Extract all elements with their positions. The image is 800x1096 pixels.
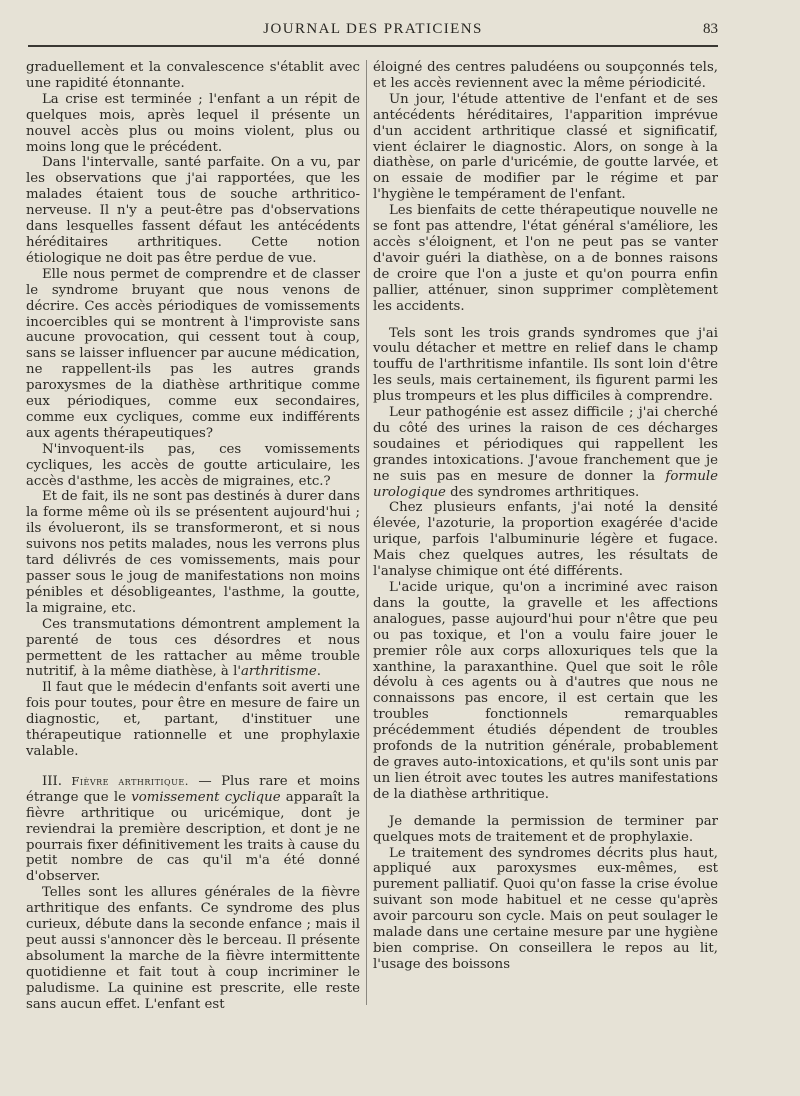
paragraph: Chez plusieurs enfants, j'ai noté la densité élevée, l'azoturie, la proportion exagérée d'acide urique, parfois l'albuminurie légère et fugace. Mais chez quelques autres, les résultats de l'analyse chimique ont été différents. [373,500,718,580]
paragraph: éloigné des centres paludéens ou soupçonnés tels, et les accès reviennent avec la même périodicité. [373,60,718,91]
paragraph-text: Leur pathogénie est assez difficile ; j'ai cherché du côté des urines la raison de ces décharges soudaines et périodiques qui rappellent les grandes intoxications. J'avoue franchement que je ne suis pas en mesure de donner la [373,405,718,484]
left-column [26,60,360,1012]
column-divider [366,60,367,1005]
paragraph: L'acide urique, qu'on a incriminé avec raison dans la goutte, la gravelle et les affections analogues, passe aujourd'hui pour n'être que peu ou pas toxique, et l'on a voulu faire jouer le premier rôle aux corps alloxuriques tels que la xanthine, la paraxanthine. Quel que soit le rôle dévolu à ces agents ou à d'autres que nous ne connaissons pas encore, il est certain que les troubles fonctionnels remarquables précédemment étudiés dépendent de troubles profonds de la nutrition générale, probablement de graves auto-intoxications, et qu'ils sont unis par un lien étroit avec toutes les autres manifestations de la diathèse arthritique. [373,580,718,802]
header-rule [28,45,718,47]
section-number: III. [41,773,62,789]
paragraph-text: Ces transmutations démontrent amplement la parenté de tous ces désordres et nous permettent de les rattacher au même trouble nutritif, à la même diathèse, à l' [26,616,360,680]
paragraph [373,405,718,500]
paragraph: Les bienfaits de cette thérapeutique nouvelle ne se font pas attendre, l'état général s'améliore, les accès s'éloignent, et l'on ne peut pas se vanter d'avoir guéri la diathèse, on a de bonnes raisons de croire que l'on a juste et qu'on pourra enfin pallier, atténuer, sinon supprimer complètement les accidents. [373,203,718,314]
paragraph: Le traitement des syndromes décrits plus haut, appliqué aux paroxysmes eux-mêmes, est purement palliatif. Quoi qu'on fasse la crise évolue suivant son mode habituel et ne cesse qu'après avoir parcouru son cycle. Mais on peut soulager le malade dans une certaine mesure par une hygiène bien comprise. On conseillera le repos au lit, l'usage des boissons [373,845,718,972]
page-number: 83 [703,21,718,37]
section-heading: Fièvre arthritique. [71,773,189,788]
italic-term: vomissement cyclique [131,789,281,805]
paragraph: Je demande la permission de terminer par quelques mots de traitement et de prophylaxie. [373,813,718,845]
paragraph: Tels sont les trois grands syndromes que j'ai voulu détacher et mettre en relief dans le champ touffu de l'arthritisme infantile. Ils sont loin d'être les seuls, mais certainement, ils figurent parmi les plus trompeurs et les plus difficiles à comprendre. [373,325,718,405]
paragraph-text: — Plus rare et moins étrange que le [26,773,360,805]
running-title: JOURNAL DES PRATICIENS [263,21,483,37]
italic-term: formule urologique [373,468,718,500]
paragraph: Elle nous permet de comprendre et de classer le syndrome bruyant que nous venons de décrire. Ces accès périodiques de vomissements incoercibles qui se montrent à l'improviste sans aucune provocation, qui cessent tout à coup, sans se laisser influencer par aucune médication, ne rappellent-ils pas les autres grands paroxysmes de la diathèse arthritique comme eux périodiques, comme eux secondaires, comme eux cycliques, comme eux indifférents aux agents thérapeutiques? [26,266,360,441]
paragraph: Il faut que le médecin d'enfants soit averti une fois pour toutes, pour être en mesure de faire un diagnostic, et, partant, d'instituer une thérapeutique rationnelle et une prophylaxie valable. [26,680,360,759]
section-paragraph [26,774,360,885]
paragraph: Et de fait, ils ne sont pas destinés à durer dans la forme même où ils se présentent aujourd'hui ; ils évolueront, ils se transformeront, et si nous suivons nos petits malades, nous les verrons plus tard délivrés de ces vomissements, mais pour passer sous le joug de manifestations non moins pénibles et désobligeantes, l'asthme, la goutte, la migraine, etc. [26,489,360,616]
paragraph: Dans l'intervalle, santé parfaite. On a vu, par les observations que j'ai rapportées, que les malades étaient tous de souche arthritico-nerveuse. Il n'y a peut-être pas d'observations dans lesquelles fassent défaut les antécédents héréditaires arthritiques. Cette notion étiologique ne doit pas être perdue de vue. [26,155,360,266]
page-header [28,18,718,44]
paragraph: N'invoquent-ils pas, ces vomissements cycliques, les accès de goutte articulaire, les accès d'asthme, les accès de migraines, etc.? [26,441,360,489]
paragraph-text: . [316,664,321,680]
paragraph: La crise est terminée ; l'enfant a un répit de quelques mois, après lequel il présente un nouvel accès plus ou moins violent, plus ou moins long que le précédent. [26,91,360,155]
right-column [373,60,718,973]
italic-term: arthritisme [241,664,317,680]
paragraph [26,617,360,681]
paragraph: Un jour, l'étude attentive de l'enfant et de ses antécédents héréditaires, l'apparition imprévue d'un accident arthritique classé et significatif, vient éclairer le diagnostic. Alors, on songe à la diathèse, on parle d'uricémie, de goutte larvée, et on essaie de modifier par le régime et par l'hygiène le tempérament de l'enfant. [373,91,718,203]
paragraph: Telles sont les allures générales de la fièvre arthritique des enfants. Ce syndrome des plus curieux, débute dans la seconde enfance ; mais il peut aussi s'annoncer dès le berceau. Il présente absolument la marche de la fièvre intermittente quotidienne et fait tout à coup incriminer le paludisme. La quinine est prescrite, elle reste sans aucun effet. L'enfant est [26,885,360,1012]
paragraph: graduellement et la convalescence s'établit avec une rapidité étonnante. [26,60,360,91]
paragraph-text: apparaît la fièvre arthritique ou uricémique, dont je reviendrai la première description, et dont je ne pourrais fixer définitivement les traits à cause du petit nombre de cas qu'il m'a été donné d'observer. [26,789,360,885]
paragraph-text: des syndromes arthritiques. [445,484,640,500]
